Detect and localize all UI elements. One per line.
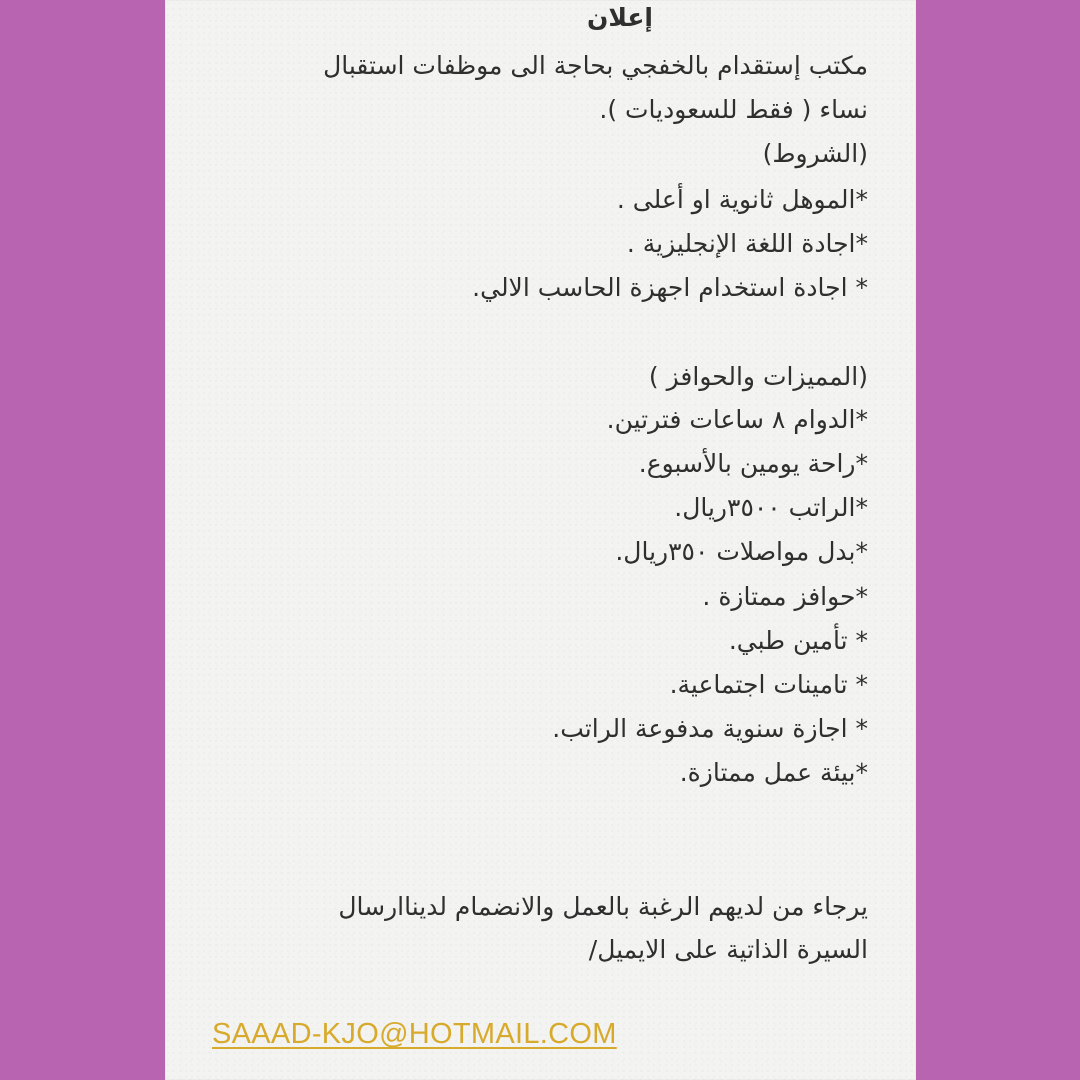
intro-line-1: مكتب إستقدام بالخفجي بحاجة الى موظفات استقبال (323, 51, 868, 80)
email-link[interactable]: SAAAD-KJO@HOTMAIL.COM (212, 1018, 617, 1050)
benefit-item: *راحة يومين بالأسبوع. (638, 449, 868, 478)
footer-line-1: يرجاء من لديهم الرغبة بالعمل والانضمام لديناارسال (338, 892, 868, 921)
benefit-item: * تامينات اجتماعية. (669, 670, 868, 699)
condition-item: * اجادة استخدام اجهزة الحاسب الالي. (472, 273, 868, 302)
note-title: إعلان (587, 3, 653, 32)
benefit-item: * تأمين طبي. (728, 626, 868, 655)
benefits-heading: (المميزات والحوافز ) (648, 362, 868, 391)
benefit-item: *الدوام ٨ ساعات فترتين. (606, 405, 868, 434)
conditions-heading: (الشروط) (762, 139, 868, 168)
benefit-item: * اجازة سنوية مدفوعة الراتب. (552, 714, 868, 743)
benefit-item: *الراتب ٣٥٠٠ريال. (674, 493, 868, 522)
intro-line-2: نساء ( فقط للسعوديات ). (599, 95, 868, 124)
footer-line-2: السيرة الذاتية على الايميل/ (588, 935, 868, 964)
condition-item: *اجادة اللغة الإنجليزية . (626, 229, 868, 258)
condition-item: *الموهل ثانوية او أعلى . (616, 185, 868, 214)
note-page (165, 0, 916, 1080)
benefit-item: *بيئة عمل ممتازة. (679, 758, 868, 787)
benefit-item: *حوافز ممتازة . (702, 582, 868, 611)
benefit-item: *بدل مواصلات ٣٥٠ريال. (615, 537, 868, 566)
